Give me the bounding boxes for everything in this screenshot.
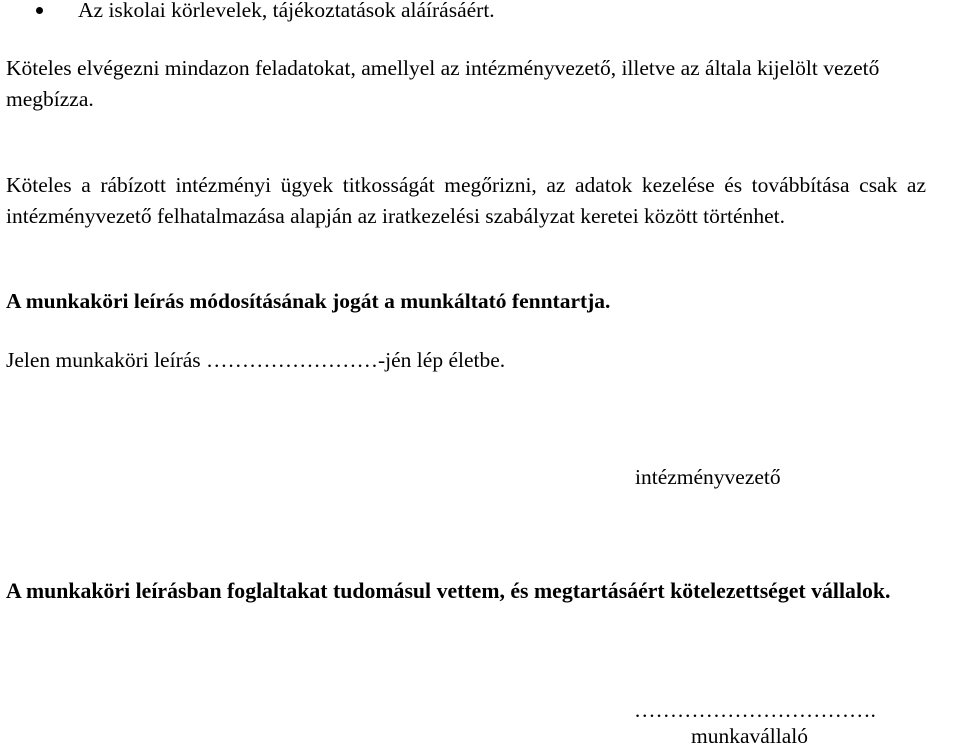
paragraph-confidentiality: Köteles a rábízott intézményi ügyek titkosságát megőrizni, az adatok kezelése és továbbítása csak az intézményvezető felhatalmazása alapján az iratkezelési szabályzat keretei között történhet. [6, 173, 926, 228]
bullet-list-item [0, 0, 940, 26]
bullet-point-icon [36, 7, 43, 14]
employee-signature-title: munkavállaló [691, 724, 809, 748]
paragraph-effective-date: Jelen munkaköri leírás ……………………-jén lép életbe. [6, 348, 506, 372]
paragraph-acknowledgement: A munkaköri leírásban foglaltakat tudomásul vettem, és megtartásáért kötelezettséget vállalok. [6, 579, 891, 603]
bullet-item-text: Az iskolai körlevelek, tájékoztatások aláírásáért. [78, 0, 495, 22]
paragraph-tasks: Köteles elvégezni mindazon feladatokat, amellyel az intézményvezető, illetve az általa kijelölt vezető megbízza. [6, 56, 880, 111]
employee-signature-line: ……………………………. [634, 698, 876, 722]
paragraph-modification-right: A munkaköri leírás módosításának jogát a munkáltató fenntartja. [6, 289, 611, 313]
director-signature-title: intézményvezető [635, 465, 781, 489]
